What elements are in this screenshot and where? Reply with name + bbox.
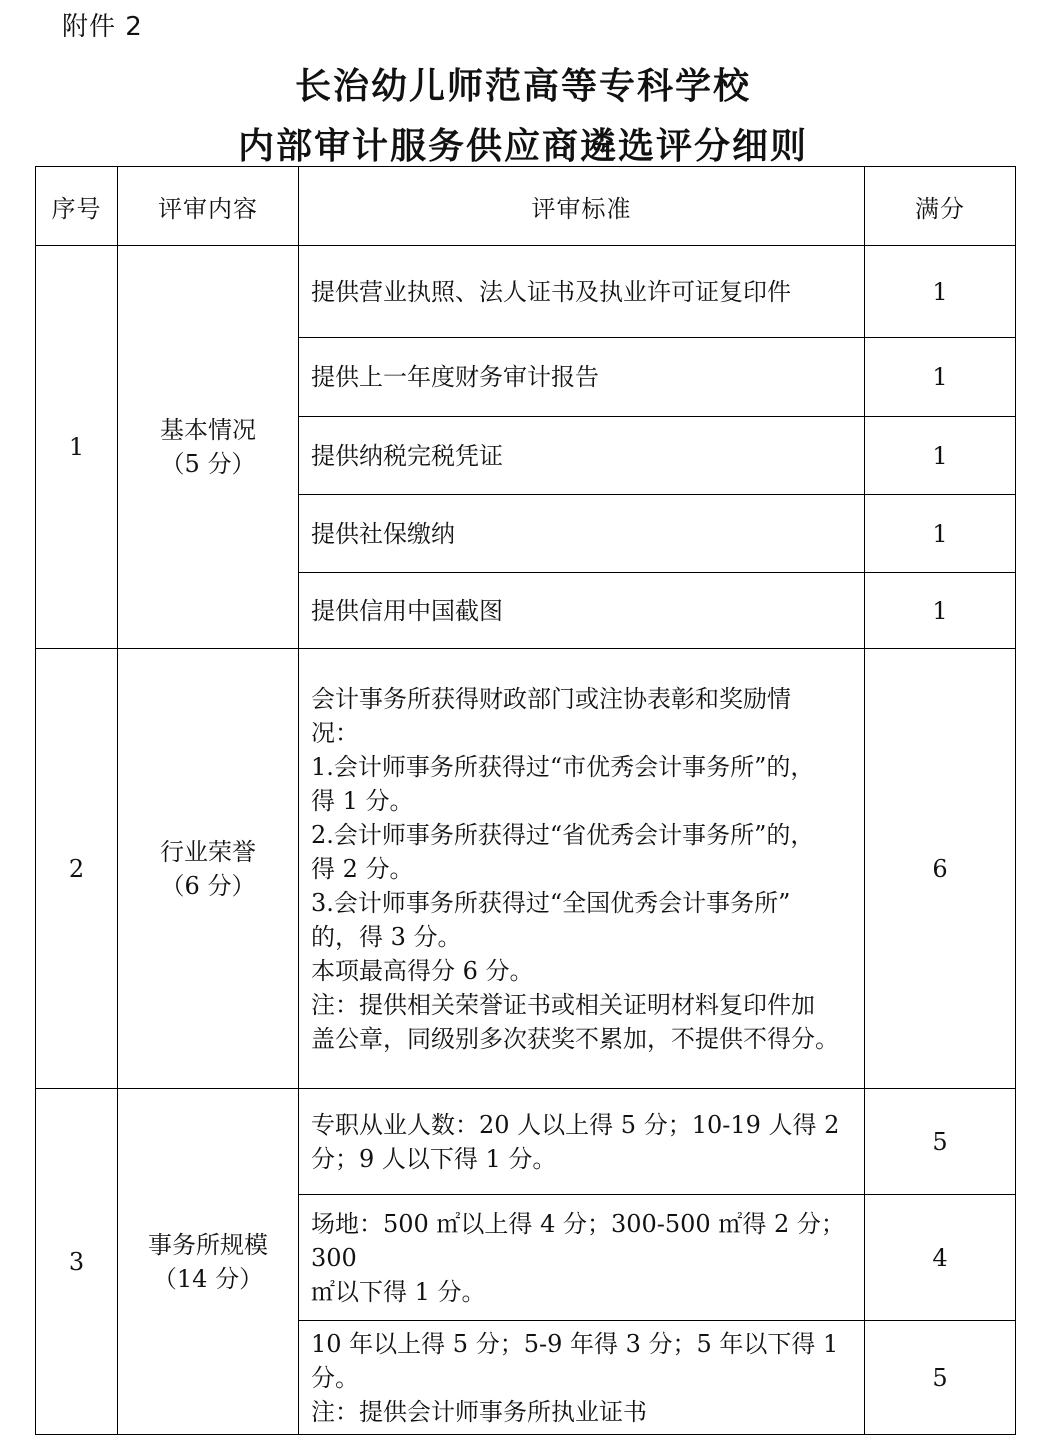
criteria-line: 3.会计师事务所获得过“全国优秀会计事务所” bbox=[311, 888, 791, 917]
document-title-school: 长治幼儿师范高等专科学校 bbox=[294, 66, 751, 107]
criteria-line: 注：提供会计师事务所执业证书 bbox=[311, 1397, 647, 1426]
criteria-line: 分。 bbox=[311, 1363, 359, 1392]
table-row bbox=[36, 1089, 1016, 1195]
criteria-line: 提供纳税完税凭证 bbox=[311, 441, 503, 470]
section-item-points: （14 分） bbox=[152, 1264, 264, 1293]
criteria-line: 提供社保缴纳 bbox=[311, 519, 455, 548]
criteria-line: 1.会计师事务所获得过“市优秀会计事务所”的， bbox=[311, 752, 815, 781]
criteria-line: 专职从业人数：20 人以上得 5 分；10-19 人得 2 bbox=[311, 1110, 840, 1139]
table-row bbox=[36, 246, 1016, 338]
scoring-table bbox=[35, 166, 1016, 1435]
section-content-cell bbox=[118, 246, 299, 649]
section-content-cell bbox=[118, 649, 299, 1089]
score-cell: 1 bbox=[865, 573, 1016, 649]
section-content-cell bbox=[118, 1089, 299, 1435]
criteria-line: 得 1 分。 bbox=[311, 786, 414, 815]
criteria-cell bbox=[299, 649, 865, 1089]
criteria-line: 盖公章，同级别多次获奖不累加，不提供不得分。 bbox=[311, 1024, 839, 1053]
section-item-points: （6 分） bbox=[160, 871, 256, 900]
score-cell: 1 bbox=[865, 417, 1016, 495]
header-criteria: 评审标准 bbox=[299, 167, 865, 246]
criteria-line: 况： bbox=[311, 718, 359, 747]
criteria-line: ㎡以下得 1 分。 bbox=[311, 1277, 486, 1306]
score-cell: 1 bbox=[865, 246, 1016, 338]
score-cell: 5 bbox=[865, 1321, 1016, 1435]
header-seq: 序号 bbox=[36, 167, 118, 246]
section-item-name: 事务所规模 bbox=[148, 1230, 268, 1259]
criteria-line: 会计事务所获得财政部门或注协表彰和奖励情 bbox=[311, 684, 791, 713]
criteria-line: 10 年以上得 5 分；5-9 年得 3 分；5 年以下得 1 bbox=[311, 1329, 839, 1358]
header-score: 满分 bbox=[865, 167, 1016, 246]
criteria-cell bbox=[299, 417, 865, 495]
section-seq-cell: 3 bbox=[36, 1089, 118, 1435]
criteria-line: 场地：500 ㎡以上得 4 分；300-500 ㎡得 2 分；300 bbox=[311, 1209, 845, 1272]
section-item-name: 基本情况 bbox=[160, 416, 256, 444]
section-item-name: 行业荣誉 bbox=[160, 837, 256, 866]
score-cell: 6 bbox=[865, 649, 1016, 1089]
section-seq-cell: 1 bbox=[36, 246, 118, 649]
criteria-line: 的，得 3 分。 bbox=[311, 922, 462, 951]
score-cell: 4 bbox=[865, 1195, 1016, 1321]
criteria-cell bbox=[299, 1321, 865, 1435]
attachment-label: 附件 2 bbox=[62, 12, 143, 42]
criteria-line: 提供上一年度财务审计报告 bbox=[311, 363, 599, 391]
criteria-line: 本项最高得分 6 分。 bbox=[311, 956, 534, 985]
table-row bbox=[36, 649, 1016, 1089]
criteria-line: 分；9 人以下得 1 分。 bbox=[311, 1144, 557, 1173]
criteria-line: 提供营业执照、法人证书及执业许可证复印件 bbox=[311, 277, 791, 306]
document-title-subject: 内部审计服务供应商遴选评分细则 bbox=[237, 126, 808, 167]
score-cell: 1 bbox=[865, 338, 1016, 417]
score-cell: 1 bbox=[865, 495, 1016, 573]
criteria-line: 注：提供相关荣誉证书或相关证明材料复印件加 bbox=[311, 990, 815, 1019]
criteria-cell bbox=[299, 495, 865, 573]
criteria-cell bbox=[299, 246, 865, 338]
criteria-line: 2.会计师事务所获得过“省优秀会计事务所”的， bbox=[311, 820, 815, 849]
header-content: 评审内容 bbox=[118, 167, 299, 246]
criteria-line: 提供信用中国截图 bbox=[311, 596, 503, 625]
section-item-points: （5 分） bbox=[160, 450, 256, 478]
criteria-line: 得 2 分。 bbox=[311, 854, 414, 883]
criteria-cell bbox=[299, 338, 865, 417]
criteria-cell bbox=[299, 573, 865, 649]
criteria-cell bbox=[299, 1195, 865, 1321]
score-cell: 5 bbox=[865, 1089, 1016, 1195]
table-header-row bbox=[36, 167, 1016, 246]
criteria-cell bbox=[299, 1089, 865, 1195]
section-seq-cell: 2 bbox=[36, 649, 118, 1089]
